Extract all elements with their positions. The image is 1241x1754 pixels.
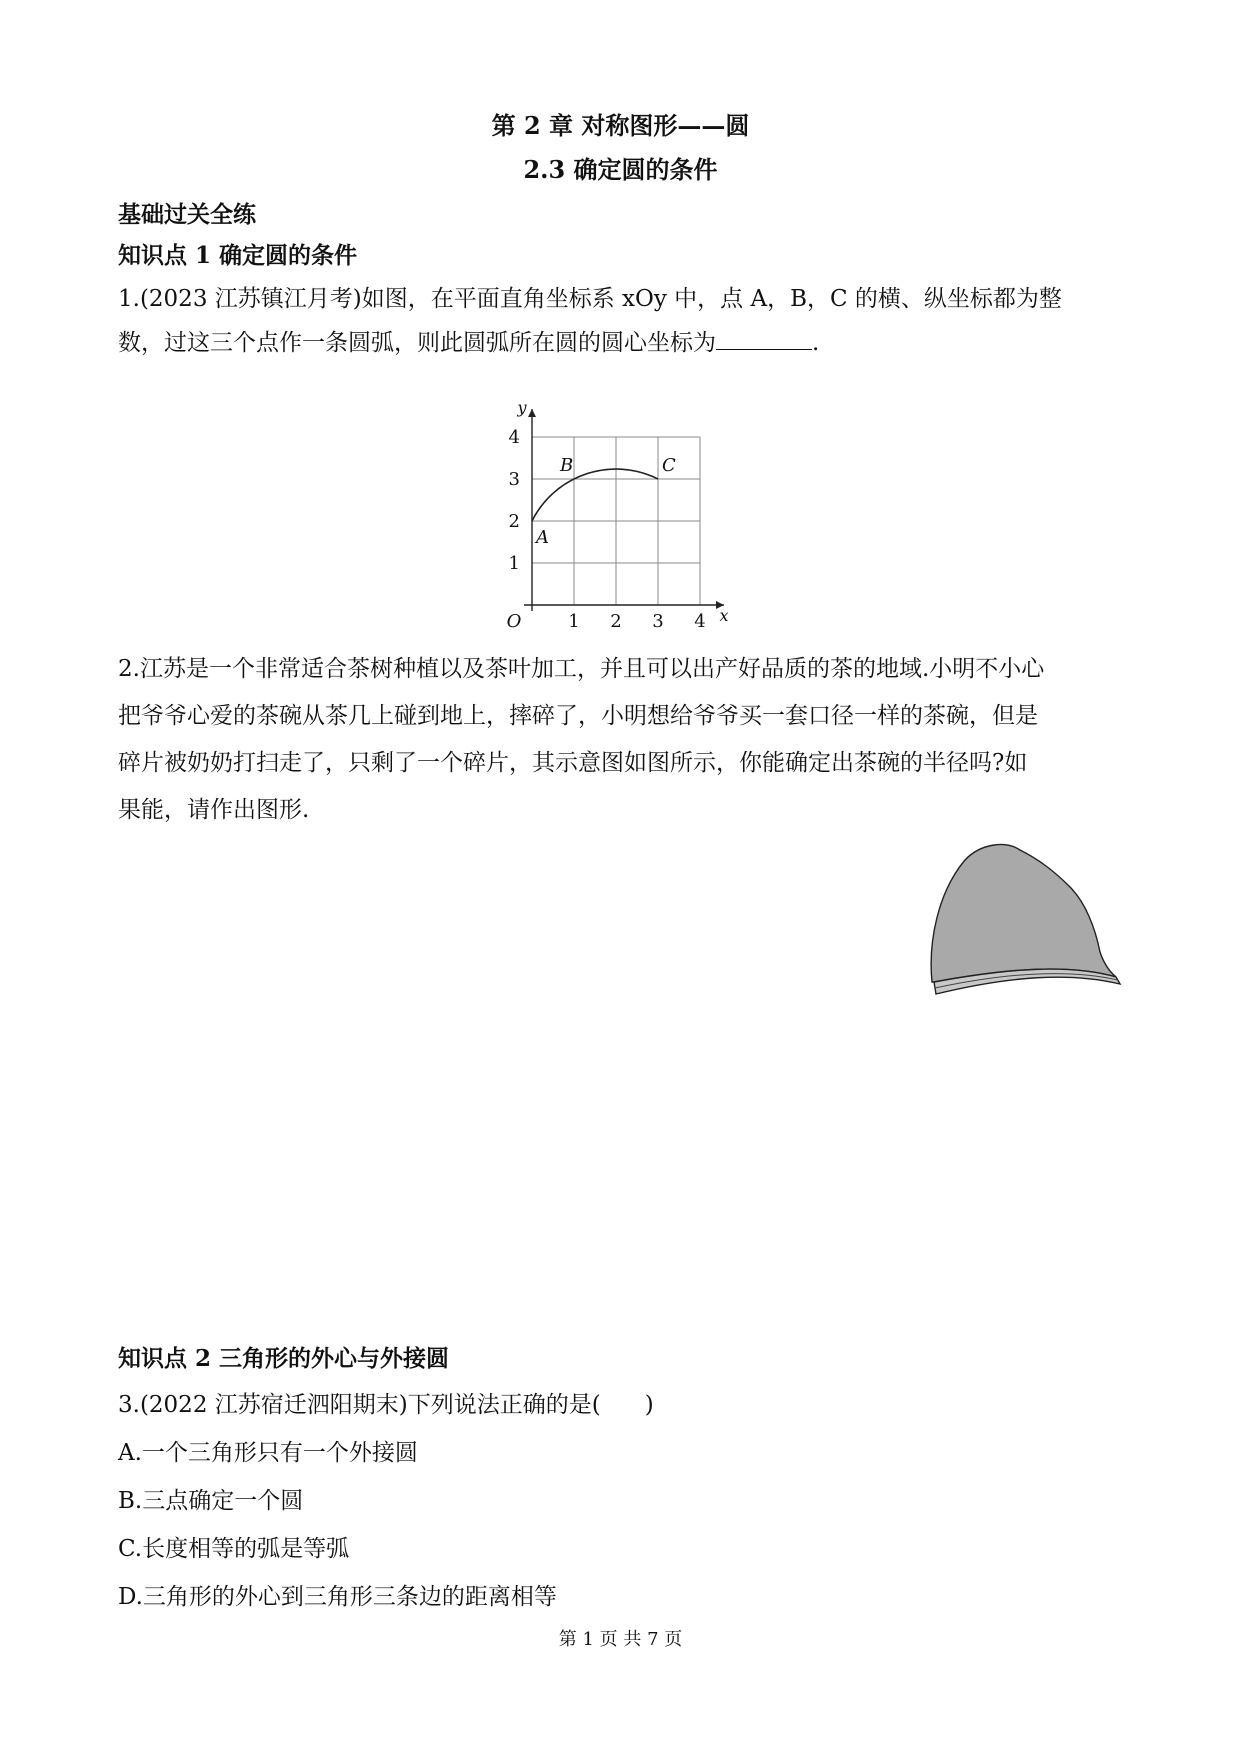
point-label-b: B xyxy=(560,455,574,476)
tick-labels xyxy=(507,400,729,630)
coordinate-figure xyxy=(500,400,740,630)
option-b: B.三点确定一个圆 xyxy=(118,1488,304,1514)
y-axis-label: y xyxy=(517,400,527,417)
question-3-stem-text: 3.(2022 江苏宿迁泗阳期末)下列说法正确的是( xyxy=(118,1392,601,1418)
question-1-line-1: 1.(2023 江苏镇江月考)如图，在平面直角坐标系 xOy 中，点 A，B，C 的横、纵坐标都为整 xyxy=(118,286,1062,312)
answer-blank xyxy=(716,327,812,350)
arc-through-points xyxy=(532,469,658,521)
x-tick-label: 4 xyxy=(694,611,706,630)
y-axis-arrow xyxy=(528,409,536,417)
x-tick-label: 1 xyxy=(568,611,580,630)
y-tick-label: 1 xyxy=(508,553,520,574)
question-3-stem xyxy=(118,1386,654,1419)
question-1-line-2-text: 数，过这三个点作一条圆弧，则此圆弧所在圆的圆心坐标为 xyxy=(118,330,716,356)
question-1-line-2 xyxy=(118,324,819,357)
point-label-c: C xyxy=(662,455,676,476)
question-2-line-4: 果能，请作出图形. xyxy=(118,797,310,823)
y-tick-label: 3 xyxy=(508,469,520,490)
y-tick-label: 2 xyxy=(508,511,520,532)
question-3-close-paren: ) xyxy=(644,1392,654,1418)
chapter-title: 第 2 章 对称图形——圆 xyxy=(491,111,750,140)
origin-label: O xyxy=(506,611,522,630)
x-tick-label: 2 xyxy=(610,611,622,630)
axes xyxy=(524,409,724,611)
question-1-period: . xyxy=(812,330,820,356)
practice-title: 基础过关全练 xyxy=(118,201,256,228)
option-c: C.长度相等的弧是等弧 xyxy=(118,1536,350,1562)
knowledge-point-1-title: 知识点 1 确定圆的条件 xyxy=(118,242,358,269)
page-footer: 第 1 页 共 7 页 xyxy=(558,1629,683,1650)
x-tick-label: 3 xyxy=(652,611,664,630)
point-label-a: A xyxy=(536,527,549,548)
x-axis-label: x xyxy=(719,606,729,625)
knowledge-point-2-title: 知识点 2 三角形的外心与外接圆 xyxy=(118,1345,450,1372)
section-title: 2.3 确定圆的条件 xyxy=(523,155,718,184)
bowl-shard-figure xyxy=(920,832,1140,1012)
y-tick-label: 4 xyxy=(508,427,520,448)
question-2-line-2: 把爷爷心爱的茶碗从茶几上碰到地上，摔碎了，小明想给爷爷买一套口径一样的茶碗，但是 xyxy=(118,703,1038,729)
option-a: A.一个三角形只有一个外接圆 xyxy=(118,1440,418,1466)
shard-body xyxy=(931,845,1116,982)
question-2-line-1: 2.江苏是一个非常适合茶树种植以及茶叶加工，并且可以出产好品质的茶的地域.小明不小心 xyxy=(118,656,1045,682)
option-d: D.三角形的外心到三角形三条边的距离相等 xyxy=(118,1584,557,1610)
question-2-line-3: 碎片被奶奶打扫走了，只剩了一个碎片，其示意图如图所示，你能确定出茶碗的半径吗?如 xyxy=(118,750,1028,776)
